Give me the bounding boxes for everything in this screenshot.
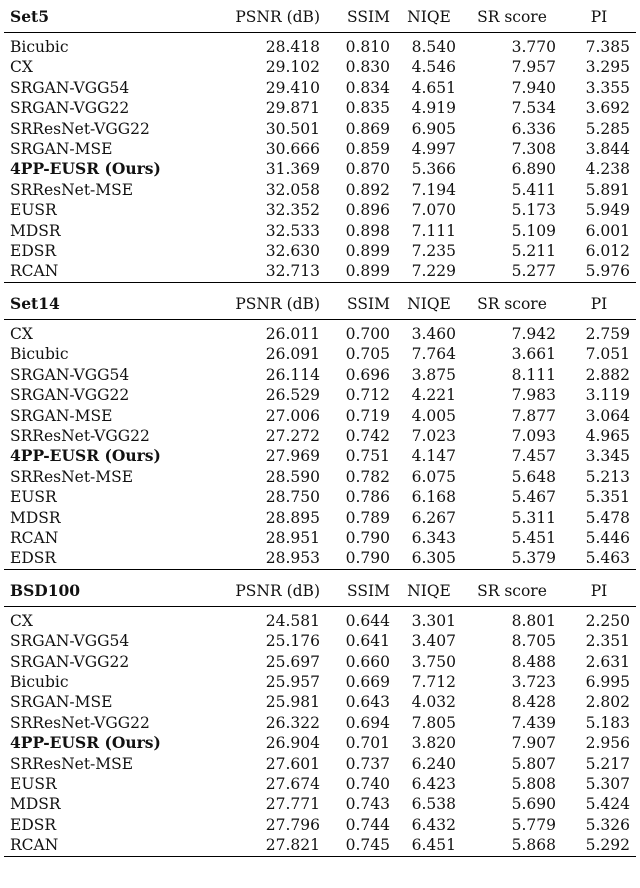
dataset-name: Set5: [4, 2, 200, 33]
table-row: [4, 835, 636, 856]
sr-value: 5.451: [511, 528, 556, 547]
niqe-value: 3.875: [411, 365, 456, 384]
pi-value: 5.478: [585, 508, 630, 527]
niqe-value: 6.343: [411, 528, 456, 547]
sr-value: 5.648: [511, 467, 556, 486]
niqe-value: 3.301: [411, 611, 456, 630]
sr-value: 5.277: [511, 262, 556, 281]
pi-value: 2.759: [585, 324, 630, 343]
niqe-value: 3.750: [411, 652, 456, 671]
method-name: SRResNet-MSE: [10, 754, 134, 773]
table-row: [4, 159, 636, 179]
method-name: SRGAN-VGG22: [10, 652, 130, 671]
pi-value: 5.307: [585, 775, 630, 793]
sr-value: 5.173: [511, 201, 556, 220]
table-row: [4, 33, 636, 58]
ssim-value: 0.742: [345, 426, 390, 445]
niqe-value: 6.538: [411, 795, 456, 814]
psnr-value: 26.114: [265, 365, 320, 384]
sr-value: 8.705: [511, 632, 556, 651]
psnr-value: 27.006: [265, 406, 320, 425]
pi-header: PI: [562, 569, 636, 606]
ssim-value: 0.712: [345, 386, 390, 405]
niqe-value: 6.905: [411, 119, 456, 138]
psnr-value: 25.981: [265, 693, 320, 712]
method-name: MDSR: [10, 795, 61, 814]
table-row: [4, 200, 636, 220]
ssim-value: 0.643: [345, 693, 390, 712]
sr-score-header: SR score: [462, 282, 562, 319]
table-row: [4, 508, 636, 528]
niqe-value: 6.432: [411, 815, 456, 834]
method-name: CX: [10, 58, 33, 77]
ssim-value: 0.700: [345, 324, 390, 343]
psnr-value: 25.957: [265, 672, 320, 691]
method-name: EDSR: [10, 242, 57, 261]
ssim-value: 0.789: [345, 508, 390, 527]
pi-value: 2.882: [585, 365, 630, 384]
niqe-value: 7.229: [411, 262, 456, 281]
sr-score-header: SR score: [462, 569, 562, 606]
niqe-value: 3.407: [411, 632, 456, 651]
method-name: Bicubic: [10, 345, 69, 364]
ssim-value: 0.705: [345, 345, 390, 364]
niqe-value: 7.805: [411, 713, 456, 732]
table-row: [4, 241, 636, 261]
niqe-value: 6.423: [411, 775, 456, 793]
method-name: SRGAN-MSE: [10, 406, 113, 425]
pi-value: 2.956: [585, 734, 630, 753]
table-row: [4, 426, 636, 446]
ssim-value: 0.701: [345, 734, 390, 753]
sr-value: 5.467: [511, 488, 556, 507]
method-name: 4PP-EUSR (Ours): [10, 733, 161, 753]
ssim-value: 0.751: [345, 447, 390, 466]
table-row: [4, 487, 636, 507]
results-table-body: [4, 2, 636, 856]
section-header-row: [4, 2, 636, 33]
niqe-value: 3.460: [411, 324, 456, 343]
method-name: 4PP-EUSR (Ours): [10, 159, 161, 179]
table-row: [4, 606, 636, 631]
table-row: [4, 406, 636, 426]
ssim-value: 0.830: [345, 58, 390, 77]
pi-value: 3.355: [585, 78, 630, 97]
niqe-value: 6.451: [396, 835, 462, 856]
method-name: EDSR: [10, 549, 57, 568]
niqe-value: 4.546: [411, 58, 456, 77]
pi-value: 5.217: [585, 754, 630, 773]
pi-value: 3.345: [585, 447, 630, 466]
psnr-value: 28.418: [265, 38, 320, 56]
ssim-value: 0.835: [345, 99, 390, 118]
method-name: RCAN: [4, 835, 200, 856]
ssim-value: 0.869: [345, 119, 390, 138]
method-name: SRResNet-VGG22: [10, 426, 150, 445]
ssim-value: 0.745: [326, 835, 396, 856]
pi-value: 5.463: [585, 549, 630, 568]
pi-value: 5.446: [585, 528, 630, 547]
ssim-value: 0.834: [345, 78, 390, 97]
pi-value: 5.891: [585, 180, 630, 199]
pi-value: 5.183: [585, 713, 630, 732]
sr-value: 6.890: [511, 160, 556, 179]
niqe-value: 5.366: [411, 160, 456, 179]
sr-value: 5.808: [511, 775, 556, 793]
table-row: [4, 528, 636, 548]
sr-value: 5.807: [511, 754, 556, 773]
niqe-header: NIQE: [396, 282, 462, 319]
sr-value: 7.907: [511, 734, 556, 753]
pi-value: 5.292: [562, 835, 636, 856]
niqe-value: 6.240: [411, 754, 456, 773]
table-row: [4, 754, 636, 774]
pi-value: 3.295: [585, 58, 630, 77]
sr-value: 7.877: [511, 406, 556, 425]
sr-value: 7.942: [511, 324, 556, 343]
sr-value: 5.868: [462, 835, 562, 856]
psnr-value: 27.771: [265, 795, 320, 814]
sr-value: 5.211: [511, 242, 556, 261]
pi-value: 5.285: [585, 119, 630, 138]
niqe-value: 4.221: [411, 386, 456, 405]
method-name: SRGAN-VGG54: [10, 365, 130, 384]
sr-value: 7.957: [511, 58, 556, 77]
ssim-value: 0.898: [345, 221, 390, 240]
ssim-value: 0.786: [345, 488, 390, 507]
psnr-value: 32.058: [265, 180, 320, 199]
psnr-value: 27.674: [265, 775, 320, 793]
sr-value: 5.690: [511, 795, 556, 814]
pi-value: 6.012: [585, 242, 630, 261]
niqe-value: 6.075: [411, 467, 456, 486]
pi-value: 3.692: [585, 99, 630, 118]
psnr-value: 25.176: [265, 632, 320, 651]
ssim-value: 0.719: [345, 406, 390, 425]
method-name: SRGAN-VGG22: [10, 386, 130, 405]
table-row: [4, 344, 636, 364]
sr-value: 7.457: [511, 447, 556, 466]
method-name: SRResNet-MSE: [10, 467, 134, 486]
niqe-value: 6.168: [411, 488, 456, 507]
niqe-value: 3.820: [411, 734, 456, 753]
pi-value: 5.976: [585, 262, 630, 281]
sr-value: 3.770: [511, 38, 556, 56]
table-row: [4, 365, 636, 385]
sr-value: 7.983: [511, 386, 556, 405]
psnr-value: 27.969: [265, 447, 320, 466]
method-name: EUSR: [10, 201, 57, 220]
table-row: [4, 467, 636, 487]
psnr-header: PSNR (dB): [200, 282, 326, 319]
niqe-value: 4.651: [411, 78, 456, 97]
table-row: [4, 815, 636, 835]
niqe-value: 4.997: [411, 140, 456, 159]
method-name: MDSR: [10, 508, 61, 527]
psnr-value: 29.410: [265, 78, 320, 97]
psnr-value: 28.750: [265, 488, 320, 507]
sr-value: 3.723: [511, 672, 556, 691]
psnr-value: 27.821: [200, 835, 326, 856]
sr-value: 7.308: [511, 140, 556, 159]
niqe-header: NIQE: [396, 2, 462, 33]
table-row: [4, 794, 636, 814]
sr-value: 8.801: [511, 611, 556, 630]
psnr-value: 28.953: [265, 549, 320, 568]
psnr-value: 29.871: [265, 99, 320, 118]
table-row: [4, 261, 636, 282]
ssim-value: 0.669: [345, 672, 390, 691]
psnr-value: 32.352: [265, 201, 320, 220]
niqe-value: 4.147: [411, 447, 456, 466]
psnr-value: 31.369: [265, 160, 320, 179]
niqe-value: 8.540: [411, 38, 456, 56]
ssim-value: 0.743: [345, 795, 390, 814]
method-name: CX: [10, 324, 33, 343]
sr-score-header: SR score: [462, 2, 562, 33]
psnr-value: 27.601: [265, 754, 320, 773]
pi-value: 2.250: [585, 611, 630, 630]
method-name: EDSR: [10, 815, 57, 834]
ssim-value: 0.790: [345, 549, 390, 568]
method-name: MDSR: [10, 221, 61, 240]
table-row: [4, 713, 636, 733]
method-name: 4PP-EUSR (Ours): [10, 446, 161, 466]
table-row: [4, 548, 636, 569]
section-header-row: [4, 282, 636, 319]
sr-value: 3.661: [511, 345, 556, 364]
psnr-value: 25.697: [265, 652, 320, 671]
pi-value: 5.326: [585, 815, 630, 834]
niqe-value: 7.235: [411, 242, 456, 261]
method-name: EUSR: [10, 775, 57, 793]
method-name: Bicubic: [10, 672, 69, 691]
psnr-value: 26.904: [265, 734, 320, 753]
psnr-value: 32.713: [265, 262, 320, 281]
sr-value: 8.488: [511, 652, 556, 671]
method-name: RCAN: [10, 528, 59, 547]
niqe-value: 4.032: [411, 693, 456, 712]
niqe-value: 7.764: [411, 345, 456, 364]
ssim-value: 0.790: [345, 528, 390, 547]
method-name: SRGAN-VGG54: [10, 78, 130, 97]
niqe-value: 7.023: [411, 426, 456, 445]
psnr-value: 30.666: [265, 140, 320, 159]
table-row: [4, 631, 636, 651]
psnr-header: PSNR (dB): [200, 2, 326, 33]
table-row: [4, 221, 636, 241]
ssim-value: 0.859: [345, 140, 390, 159]
pi-value: 4.965: [585, 426, 630, 445]
sr-value: 8.428: [511, 693, 556, 712]
psnr-value: 26.322: [265, 713, 320, 732]
pi-header: PI: [562, 2, 636, 33]
ssim-value: 0.892: [345, 180, 390, 199]
method-name: CX: [10, 611, 33, 630]
sr-value: 7.940: [511, 78, 556, 97]
method-name: RCAN: [10, 262, 59, 281]
ssim-value: 0.744: [345, 815, 390, 834]
psnr-value: 30.501: [265, 119, 320, 138]
psnr-value: 24.581: [265, 611, 320, 630]
ssim-header: SSIM: [326, 2, 396, 33]
niqe-value: 4.005: [411, 406, 456, 425]
ssim-value: 0.896: [345, 201, 390, 220]
sr-value: 8.111: [511, 365, 556, 384]
pi-value: 5.351: [585, 488, 630, 507]
table-row: [4, 319, 636, 344]
pi-value: 4.238: [585, 160, 630, 179]
method-name: EUSR: [10, 488, 57, 507]
sr-value: 5.109: [511, 221, 556, 240]
results-table: [4, 2, 636, 857]
ssim-value: 0.660: [345, 652, 390, 671]
method-name: SRGAN-VGG22: [10, 99, 130, 118]
ssim-value: 0.870: [345, 160, 390, 179]
psnr-value: 26.091: [265, 345, 320, 364]
pi-value: 7.051: [585, 345, 630, 364]
table-row: [4, 446, 636, 466]
table-row: [4, 385, 636, 405]
ssim-value: 0.740: [345, 775, 390, 793]
psnr-value: 28.951: [265, 528, 320, 547]
pi-value: 6.001: [585, 221, 630, 240]
dataset-name: BSD100: [4, 569, 200, 606]
psnr-value: 29.102: [265, 58, 320, 77]
table-row: [4, 692, 636, 712]
niqe-value: 4.919: [411, 99, 456, 118]
method-name: SRResNet-VGG22: [10, 119, 150, 138]
sr-value: 5.779: [511, 815, 556, 834]
sr-value: 5.379: [511, 549, 556, 568]
method-name: SRResNet-VGG22: [10, 713, 150, 732]
dataset-name: Set14: [4, 282, 200, 319]
niqe-value: 6.305: [411, 549, 456, 568]
psnr-value: 28.895: [265, 508, 320, 527]
sr-value: 5.311: [511, 508, 556, 527]
pi-value: 5.949: [585, 201, 630, 220]
niqe-value: 7.194: [411, 180, 456, 199]
niqe-value: 6.267: [411, 508, 456, 527]
ssim-value: 0.641: [345, 632, 390, 651]
pi-value: 7.385: [585, 38, 630, 56]
ssim-value: 0.810: [345, 38, 390, 56]
niqe-value: 7.712: [411, 672, 456, 691]
table-row: [4, 98, 636, 118]
psnr-value: 28.590: [265, 467, 320, 486]
pi-header: PI: [562, 282, 636, 319]
pi-value: 5.424: [585, 795, 630, 814]
sr-value: 7.439: [511, 713, 556, 732]
sr-value: 7.534: [511, 99, 556, 118]
niqe-value: 7.111: [411, 221, 456, 240]
psnr-value: 26.011: [265, 324, 320, 343]
psnr-value: 27.796: [265, 815, 320, 834]
pi-value: 2.351: [585, 632, 630, 651]
ssim-value: 0.782: [345, 467, 390, 486]
ssim-value: 0.737: [345, 754, 390, 773]
pi-value: 3.844: [585, 140, 630, 159]
ssim-value: 0.696: [345, 365, 390, 384]
table-row: [4, 774, 636, 794]
ssim-value: 0.899: [345, 262, 390, 281]
pi-value: 3.064: [585, 406, 630, 425]
pi-value: 6.995: [585, 672, 630, 691]
table-row: [4, 57, 636, 77]
table-row: [4, 119, 636, 139]
psnr-value: 32.533: [265, 221, 320, 240]
pi-value: 2.631: [585, 652, 630, 671]
method-name: SRGAN-VGG54: [10, 632, 130, 651]
table-row: [4, 180, 636, 200]
ssim-header: SSIM: [326, 569, 396, 606]
table-row: [4, 733, 636, 753]
method-name: SRGAN-MSE: [10, 693, 113, 712]
table-row: [4, 652, 636, 672]
section-header-row: [4, 569, 636, 606]
pi-value: 2.802: [585, 693, 630, 712]
niqe-header: NIQE: [396, 569, 462, 606]
ssim-value: 0.899: [345, 242, 390, 261]
method-name: SRGAN-MSE: [10, 140, 113, 159]
sr-value: 6.336: [511, 119, 556, 138]
ssim-header: SSIM: [326, 282, 396, 319]
psnr-header: PSNR (dB): [200, 569, 326, 606]
table-row: [4, 672, 636, 692]
pi-value: 3.119: [585, 386, 630, 405]
method-name: Bicubic: [10, 38, 69, 56]
ssim-value: 0.694: [345, 713, 390, 732]
psnr-value: 26.529: [265, 386, 320, 405]
sr-value: 5.411: [511, 180, 556, 199]
psnr-value: 27.272: [265, 426, 320, 445]
table-row: [4, 139, 636, 159]
pi-value: 5.213: [585, 467, 630, 486]
ssim-value: 0.644: [345, 611, 390, 630]
table-row: [4, 78, 636, 98]
psnr-value: 32.630: [265, 242, 320, 261]
niqe-value: 7.070: [411, 201, 456, 220]
method-name: SRResNet-MSE: [10, 180, 134, 199]
sr-value: 7.093: [511, 426, 556, 445]
